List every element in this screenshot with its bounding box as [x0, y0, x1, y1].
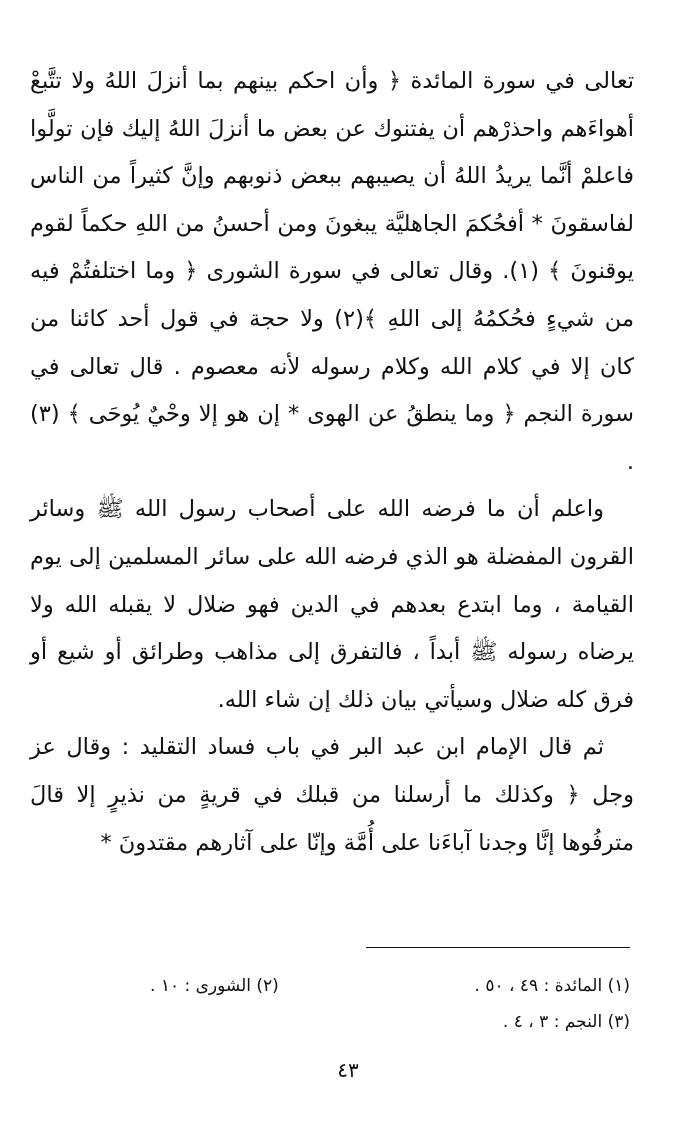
paragraph-2: واعلم أن ما فرضه الله على أصحاب رسول الله ﷺ وسائر القرون المفضلة هو الذي فرضه الله على سائر المسلمين إلى يوم القيامة ، وما ابتدع بعدهم في الدين فهو ضلال لا يقبله الله ولا يرضاه رسوله ﷺ أبداً ، فالتفرق إلى مذاهب وطرائق أو شيع أو فرق كله ضلال وسيأتي بيان ذلك إن شاء الله. [30, 496, 634, 713]
paragraph-1: تعالى في سورة المائدة ﴿ وأن احكم بينهم بما أنزلَ اللهُ ولا تتَّبعْ أهواءَهم واحذرْهم أن يفتنوك عن بعض ما أنزلَ اللهُ إليك فإن تولَّوا فاعلمْ أنَّما يريدُ اللهُ أن يصيبهم ببعض ذنوبهم وإنَّ كثيراً من الناس لفاسقونَ * أفحُكمَ الجاهليَّة يبغونَ ومن أحسنُ من اللهِ حكماً لقوم يوقنونَ ﴾ (١). وقال تعالى في سورة الشورى ﴿ وما اختلفتُمْ فيه من شيءٍ فحُكمُهُ إلى اللهِ ﴾(٢) ولا حجة في قول أحد كائنا من كان إلا في كلام الله وكلام رسوله لأنه معصوم . قال تعالى في سورة النجم ﴿ وما ينطقُ عن الهوى * إن هو إلا وحْيٌ يُوحَى ﴾ (٣) . [30, 68, 635, 475]
footnote-row-1 [150, 968, 630, 1004]
footnote-1: (١) المائدة : ٤٩ ، ٥٠ . [474, 976, 630, 996]
footnote-divider [366, 947, 630, 948]
paragraph-3: ثم قال الإمام ابن عبد البر في باب فساد التقليد : وقال عز وجل ﴿ وكذلك ما أرسلنا من قبلك في قريةٍ من نذيرٍ إلا قالَ مترفُوها إنَّا وجدنا آباءَنا على أُمَّة وإنّا على آثارهم مقتدونَ * [30, 734, 634, 856]
body-text [30, 58, 634, 867]
footnotes [150, 968, 630, 1040]
footnote-row-2 [150, 1004, 630, 1040]
footnote-3: (٣) النجم : ٣ ، ٤ . [502, 1012, 630, 1032]
footnote-2: (٢) الشورى : ١٠ . [150, 976, 279, 996]
page-number: ٤٣ [337, 1058, 359, 1082]
